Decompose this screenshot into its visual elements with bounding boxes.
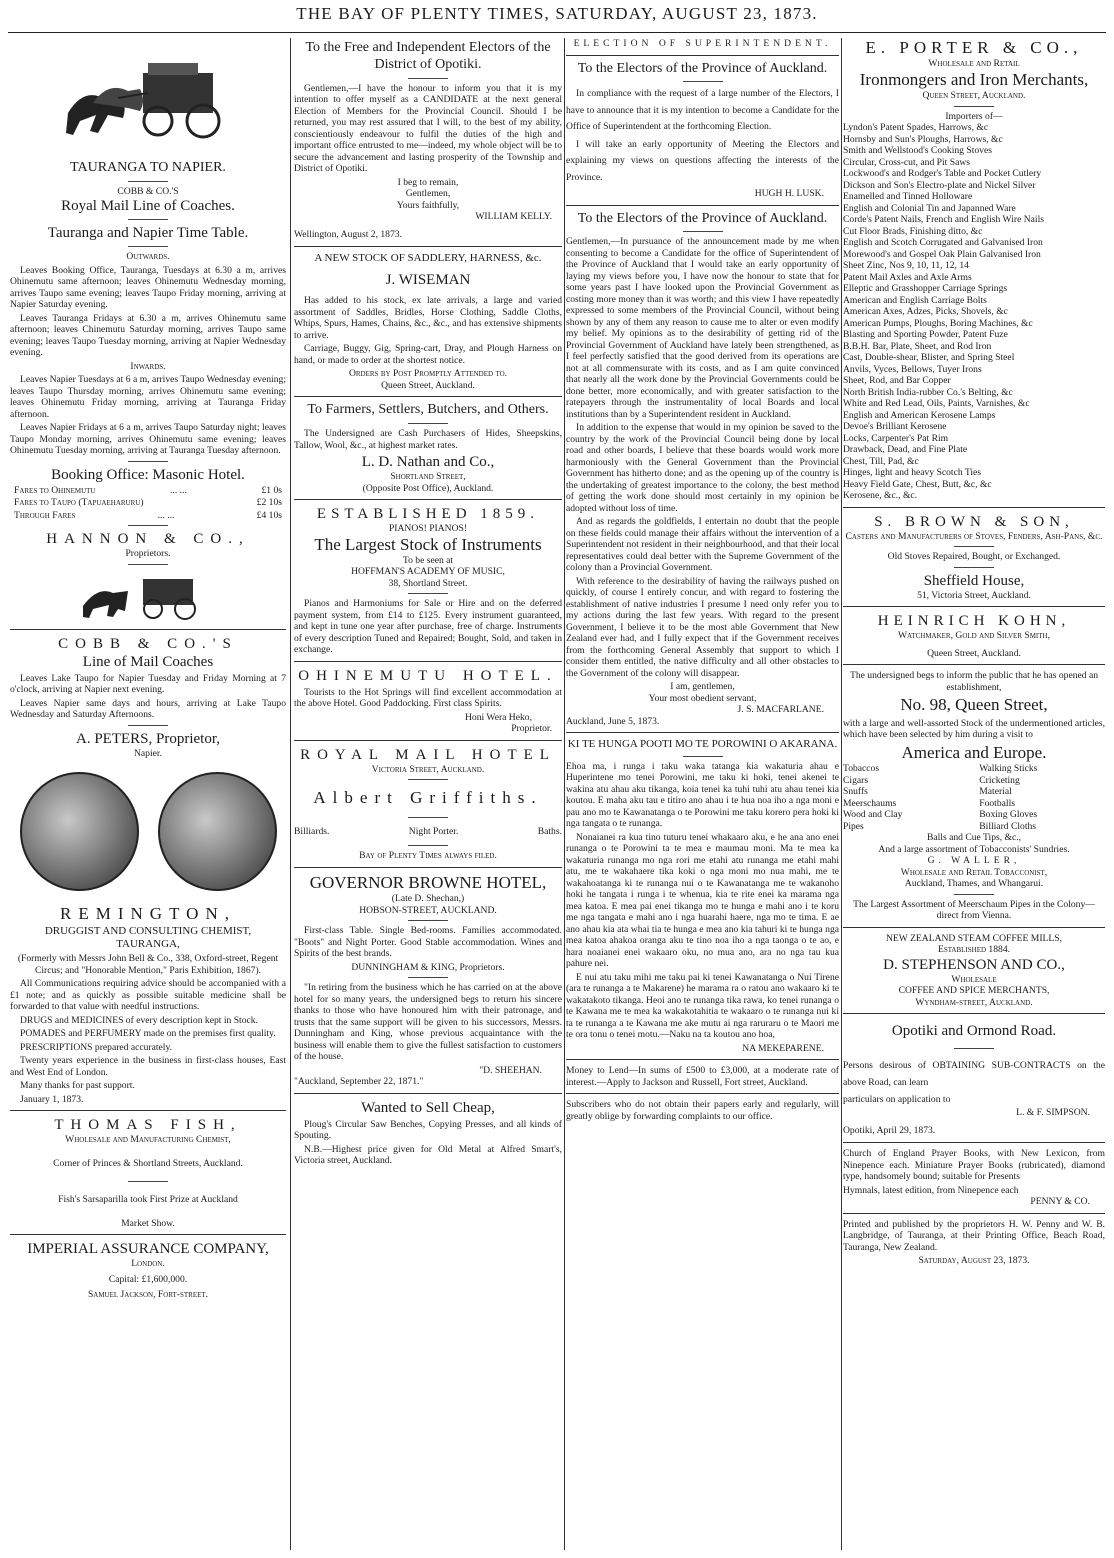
kelly-yours: Yours faithfully, [396,199,460,211]
ohinemutu-title: OHINEMUTU HOTEL. [298,667,558,684]
column-3 [566,38,839,1553]
fare-row [14,485,282,497]
outwards-2: Leaves Tauranga Fridays at 6.30 a m, arrives Ohinemutu same afternoon; leaves Chinemutu Saturday morning, arrives Taupo same evening; leaves Taupo Tuesday morning, arriving at Napier Wednesday evening. [10,312,286,359]
column-4 [843,38,1105,1553]
porter-title2: Ironmongers and Iron Merchants, [859,69,1089,89]
remington-presc: PRESCRIPTIONS prepared accurately. [20,1041,173,1053]
pianos-title: The Largest Stock of Instruments [314,534,542,554]
list-item: Snuffs [843,786,868,798]
prayer-body: Church of England Prayer Books, with New Lexicon, from Ninepence each. Miniature Prayer Books (rubricated), diamond type, handsomely bound; suitable for Presents [843,1148,1105,1183]
macfarlane-sign1: I am, gentlemen, [670,681,735,693]
list-item: English and Colonial Tin and Japanned Ware [843,202,1016,214]
ohinemutu-prop: Proprietor. [511,723,552,735]
fare-label: Fares to Ohinemutu [14,484,96,496]
imprint-body: Printed and published by the proprietors H. W. Penny and W. B. Langbridge, of Tauranga, at their Printing Office, Beach Road, Tauranga, New Zealand. [843,1218,1105,1253]
subs-body: Subscribers who do not obtain their papers early and regularly, will greatly oblige by forwarding complaints to our office. [566,1099,839,1122]
prayer-hymn: Hymnals, latest edition, from Ninepence each [843,1184,1019,1196]
waller-addr: Auckland, Thames, and Whangarui. [904,878,1044,890]
porter-title: E. PORTER & CO., [865,38,1083,57]
list-item: Wood and Clay Pipes [843,809,903,832]
list-item: Drawback, Dead, and Fine Plate [843,444,968,456]
ohinemutu-body: Tourists to the Hot Springs will find excellent accommodation at the above Hotel. Good Paddocking. First class Spirits. [294,686,562,710]
fare-dots: ... ... [170,484,187,496]
waller-assort: And a large assortment of Tobacconists' Sundries. [878,843,1070,855]
coffee-addr: Wyndham-street, Auckland. [915,996,1033,1008]
macfarlane-sign2: Your most obedient servant, [648,692,757,704]
brown-old: Old Stoves Repaired, Bought, or Exchanged. [887,551,1061,563]
pianos-addr: 38, Shortland Street. [388,577,468,589]
list-item: Circular, Cross-cut, and Pit Saws [843,156,970,168]
remington-title: REMINGTON, [60,904,236,924]
browne-date: "Auckland, September 22, 1871." [294,1076,424,1088]
wiseman-title: A NEW STOCK OF SADDLERY, HARNESS, &c. [314,252,542,265]
coach-sub1: COBB & CO.'S [117,185,179,197]
nathan-title: To Farmers, Settlers, Butchers, and Others. [307,402,549,418]
maori-p3: E nui atu taku mihi me taku pai ki tenei Kawanatanga o Nui Tirene (ara te runanga a te Makarene) he marama ra o ratou ano wakaaro ki te wakatakoto tikanga. Heoi ano te runanga tika rawa, ko tenei runanga o te Kawana me te mea ka wakakotahitia te wakaaro o te runanga nui ki ta te runanga a te Kawana me ake mutu ai nga raruraru o te Maori me te ora tonu o tenei motu.—Naku na ta koutou ano hoa, [566,971,839,1041]
list-item: Anvils, Vyces, Bellows, Tuyer Irons [843,363,982,375]
cobb2-p2: Leaves Napier same days and hours, arriving at Lake Taupo Wednesday and Saturday Afternoons. [10,697,286,721]
macfarlane-title: To the Electors of the Province of Auckland. [577,210,828,226]
cobb2-place: Napier. [134,747,162,759]
fare-row [14,510,282,522]
road-name: L. & F. SIMPSON. [1016,1107,1090,1119]
kohn-addr: Queen Street, Auckland. [927,647,1021,659]
kelly-date: Wellington, August 2, 1873. [294,228,402,240]
waller-p2: with a large and well-assorted Stock of the undermentioned articles, which have been selected by him during a visit to [843,717,1105,741]
small-coach-illustration [10,569,286,624]
waller-name: G. WALLER, [927,855,1021,867]
browne-props: DUNNINGHAM & KING, Proprietors. [351,961,505,973]
list-item: Chest, Till, Pad, &c [843,455,919,467]
list-item: Heavy Field Gate, Chest, Butt, &c, &c [843,478,992,490]
pianos-est: ESTABLISHED 1859. [316,506,540,523]
fare-price: £1 0s [261,484,282,496]
column-1 [10,38,286,1553]
kelly-remain: I beg to remain, [397,176,459,188]
column-rule [841,38,842,1550]
cobb2-prop: A. PETERS, Proprietor, [76,730,220,747]
macfarlane-p4: With reference to the desirability of having the railways pushed on quickly, of course I entirely concur, and with regard to fostering the establishment of native industries I presume I need only refer you to my actions during the last few years. With regard to the present Government, I believe it to be the most able Government that New Zealand ever had, and I fully expect that if the Government receives from the forthcoming General Assembly that support to which I consider them entitled, the native difficulty and all other obstacles to the Government of the colony will disappear. [566,575,839,679]
remington-sub: DRUGGIST AND CONSULTING CHEMIST, [44,924,252,937]
maori-name: NA MEKEPARENE. [742,1042,824,1054]
imprint-date: Saturday, August 23, 1873. [918,1255,1030,1267]
fare-row [14,497,282,509]
list-item: North British India-rubber Co.'s Belting, &c [843,386,1013,398]
royal-b3: Baths. [537,825,562,837]
royal-name: Albert Griffiths. [313,788,543,808]
road-p1: Persons desirous of OBTAINING SUB-CONTRACTS on the above Road, can learn [843,1060,1105,1089]
ohinemutu-name: Honi Wera Heko, [465,711,532,723]
fish-title: THOMAS FISH, [54,1117,242,1134]
election-p2: I will take an early opportunity of Meeting the Electors and explaining my views on questions affecting the interests of the Province. [566,139,839,183]
remington-place: TAURANGA, [116,937,180,950]
maori-p1: Ehoa ma, i runga i taku waka tatanga kia wakaturia ahau e Huperintene mo tenei Porowini, me taku ki hoki, tenei akenei te wakina atu ahau aku tikanga, koia tenei ka tuhi tuhi atu ahau tenei kia koutou. E maha aku tau e titiro ano ahau i te hua noa iho a nga moni e pau ano mo te Kawanatanga o te Porowini me taku korero pera hoki ki nga tangata o te runanga. [566,760,839,830]
medal-front [20,772,139,891]
royal-amenities [294,826,562,838]
macfarlane-p3: And as regards the goldfields, I entertain no doubt that the people on these fields could manage their affairs without the intervention of a Superintendent not resident in their neighbourhood, and that their local representatives could deal better with the Supreme Government of the colony than a Provincial Government. [566,516,839,574]
election-hdr: ELECTION OF SUPERINTENDENT. [573,38,832,49]
list-item: Smith and Wellstood's Cooking Stoves [843,145,992,157]
porter-sub: Wholesale and Retail [928,58,1020,70]
list-item: American Pumps, Ploughs, Boring Machines, &c [843,317,1033,329]
kohn-title: HEINRICH KOHN, [877,613,1071,630]
list-item: Dickson and Son's Electro-plate and Nickel Silver [843,179,1036,191]
list-item: Sheet Zinc, Nos 9, 10, 11, 12, 14 [843,260,969,272]
fare-price: £2 10s [256,497,282,509]
coach-sub2: Royal Mail Line of Coaches. [61,198,235,215]
wiseman-name: J. WISEMAN [385,272,471,289]
wiseman-body2: Carriage, Buggy, Gig, Spring-cart, Dray, and Plough Harness on hand, or made to order at the shortest notice. [294,343,562,366]
macfarlane-date: Auckland, June 5, 1873. [566,715,660,727]
list-item: Cast, Double-shear, Blister, and Spring Steel [843,352,1015,364]
nathan-addr2: (Opposite Post Office), Auckland. [362,482,494,494]
road-date: Opotiki, April 29, 1873. [843,1124,936,1136]
royal-b2: Night Porter. [408,825,459,837]
list-item: Cigars [843,774,869,786]
wanted-title: Wanted to Sell Cheap, [361,1099,495,1116]
kelly-title: To the Free and Independent Electors of the District of Opotiki. [305,40,551,72]
maori-title: KI TE HUNGA POOTI MO TE POROWINI O AKARANA. [567,738,838,751]
fish-p2: Market Show. [121,1217,175,1229]
inwards-2: Leaves Napier Fridays at 6 a m, arrives Taupo Saturday night; leaves Taupo Monday morning, arrives Ohinemutu same evening; leaves Ohinemutu Tuesday morning, arriving at Tauranga Tuesday afternoon. [10,422,286,457]
coach-title: TAURANGA TO NAPIER. [70,160,226,175]
wanted-nb: N.B.—Highest price given for Old Metal at Alfred Smart's, Victoria street, Auckland. [294,1143,562,1167]
list-item: Lyndon's Patent Spades, Harrows, &c [843,122,989,134]
kohn-sub: Watchmaker, Gold and Silver Smith, [897,630,1050,642]
medal-back [158,772,277,891]
fish-addr: Corner of Princes & Shortland Streets, Auckland. [53,1157,243,1169]
kelly-body: Gentlemen,—I have the honour to inform you that it is my intention to offer myself as a CANDIDATE at the next general Election of Members for the Provincial Council. Should I be returned, you may rest assured that I will, to the best of my ability, conscientiously endeavour to fulfil the duties of the high and important office entrusted to me—indeed, my whole object will be to secure the advancement and lasting prosperity of the Township and District of Opotiki. [294,82,562,175]
list-item: Billiard Cloths [979,820,1037,832]
list-item: Locks, Carpenter's Pat Rim [843,432,949,444]
money-body: Money to Lend—In sums of £500 to £3,000, at a moderate rate of interest.—Apply to Jackson and Russell, Fort street, Auckland. [566,1065,839,1088]
waller-no: No. 98, Queen Street, [900,695,1048,715]
imperial-place: London. [131,1258,165,1270]
browne-body: First-class Table. Single Bed-rooms. Families accommodated. "Boots" and Night Porter. Good Stable accommodation. Wines and Spirits of the best brands. [294,925,562,960]
coffee-sub: COFFEE AND SPICE MERCHANTS, [898,985,1050,997]
maori-p2: Nonaianei ra kua tino tuturu tenei whakaaro aku, e he ana ano enei runanga o te Porowini ta te mea e maumau moni. Ma te mea ka wakaturia runanga mo nga rori me etahi atu runanga me etahi mahi atu, me te wakahaere tika koki o nga moni mo nua mahi, me te wakahoatanga ki te runanga nui o te Kawanatanga me te wakanoho hoki he tangata i runga i te whenua, kia te rite enei ka marama nga mea katoa. E mea pai enei tikanga mo te hunga e mahi ano i te koru me nga tangata e mahi ano i nga huarahi haere, nga mo te tima. E ae ano ahau kia ata whai tia te hunga e mea ano kia tahuri ki te hunga nga mea katoa ahakoa oranga aku te tino noa iho a nga taonga o te ao, e hara noaianei enei wakaaro oku, no mua ano, ara no nga tau kua pahure nei. [566,831,839,970]
list-item: Elleptic and Grasshopper Carriage Springs [843,283,1008,295]
imperial-agent: Samuel Jackson, Fort-street. [87,1289,209,1301]
browne-sig: "D. SHEEHAN. [479,1064,542,1076]
list-item: Hinges, light and heavy Scotch Ties [843,467,982,479]
coffee-est: Established 1884. [937,944,1011,956]
porter-addr: Queen Street, Auckland. [922,90,1026,102]
coffee-whole: Wholesale [951,973,997,985]
column-rule [564,38,565,1550]
list-item: English and American Kerosene Lamps [843,409,996,421]
fare-label: Fares to Taupo (Tapuaeharuru) [14,497,144,509]
waller-largest: The Largest Assortment of Meerschaum Pipes in the Colony—direct from Vienna. [853,898,1095,922]
brown-house: Sheffield House, [923,572,1025,589]
list-item: Footballs [979,797,1015,809]
cobb2-title: COBB & CO.'S [58,635,238,652]
remington-formerly: (Formerly with Messrs John Bell & Co., 338, Oxford-street, Regent Circus; and "Honorable Mention," Paris Exhibition, 1867). [17,953,279,976]
remington-pomades: POMADES and PERFUMERY made on the premises first quality. [20,1028,276,1040]
list-item: Cut Floor Brads, Finishing ditto, &c [843,225,983,237]
pianos-seen: To be seen at [402,554,454,566]
wiseman-orders: Orders by Post Promptly Attended to. [348,368,508,380]
coffee-title: NEW ZEALAND STEAM COFFEE MILLS, [886,932,1062,944]
fish-p: Fish's Sarsaparilla took First Prize at Auckland [58,1194,238,1206]
porter-importers: Importers of— [945,110,1003,122]
waller-balls: Balls and Cue Tips, &c., [926,832,1022,844]
list-item: Tobaccos [843,763,880,775]
browne-addr: HOBSON-STREET, AUCKLAND. [359,904,497,916]
list-item: Morewood's and Gospel Oak Plain Galvanised Iron [843,248,1041,260]
wiseman-addr: Queen Street, Auckland. [381,379,475,391]
porter-list [843,122,1105,502]
fare-price: £4 10s [256,509,282,521]
list-item: Devoe's Brilliant Kerosene [843,421,947,433]
wiseman-body: Has added to his stock, ex late arrivals, a large and varied assortment of Saddles, Bridles, Horse Clothing, Saddle Cloths, Whips, Spurs, Hames, Chains, &c., &c., and has extensive shipments to arrive. [294,295,562,341]
brown-sub: Casters and Manufacturers of Stoves, Fenders, Ash-Pans, &c. [845,530,1103,542]
column-2 [294,38,562,1553]
brown-addr: 51, Victoria Street, Auckland. [917,589,1031,601]
list-item: Walking Sticks [979,763,1038,775]
road-p2: particulars on application to [843,1093,951,1105]
election-title: To the Electors of the Province of Auckland. [577,60,828,76]
stage-coach-illustration [10,38,286,158]
list-item: Lockwood's and Rodger's Table and Pocket Cutlery [843,168,1042,180]
booking-office: Booking Office: Masonic Hotel. [51,466,245,483]
pianos-body: Pianos and Harmoniums for Sale or Hire and on the deferred payment system, from £14 to £125. Every instrument guaranteed, and kept in tune one year after purchase, free of charge. Instruments of every description Tuned and Repaired; Bought, Sold, and taken in exchange. [294,598,562,656]
list-item: White and Red Lead, Oils, Paints, Varnishes, &c [843,398,1030,410]
prayer-name: PENNY & CO. [1030,1196,1090,1208]
masthead-rule [8,32,1106,33]
waller-left [843,763,969,832]
nathan-name: L. D. Nathan and Co., [361,454,495,471]
imperial-title: IMPERIAL ASSURANCE COMPANY, [27,1241,269,1258]
fare-dots: ... ... [157,509,175,521]
list-item: Corde's Patent Nails, French and English Wire Nails [843,214,1044,226]
kelly-name: WILLIAM KELLY. [475,211,552,223]
royal-title: ROYAL MAIL HOTEL [300,746,556,763]
macfarlane-name: J. S. MACFARLANE. [737,704,824,716]
list-item: Blasting and Sporting Powder, Patent Fuze [843,329,1008,341]
list-item: American and English Carriage Bolts [843,294,987,306]
list-item: B.B.H. Bar, Plate, Sheet, and Rod Iron [843,340,992,352]
imperial-capital: Capital: £1,600,000. [108,1273,188,1285]
brown-title: S. BROWN & SON, [874,513,1074,530]
outwards-heading: Outwards. [126,251,170,263]
remington-date: January 1, 1873. [20,1093,84,1105]
wanted-body: Ploug's Circular Saw Benches, Copying Presses, and all kinds of Spouting. [294,1118,562,1142]
fare-label: Through Fares [14,509,76,521]
list-item: Sheet, Rod, and Bar Copper [843,375,951,387]
remington-thanks: Many thanks for past support. [20,1080,135,1092]
kelly-gent: Gentlemen, [405,188,451,200]
nathan-body: The Undersigned are Cash Purchasers of Hides, Sheepskins, Tallow, Wool, &c., at highest market rates. [294,428,562,451]
inwards-1: Leaves Napier Tuesdays at 6 a m, arrives Taupo Wednesday evening; leaves Taupo Thursday morning, arrives Ohinemutu same evening; leaves Ohinemutu Friday morning, arriving at Tauranga Friday afternoon. [10,374,286,420]
macfarlane-p1: Gentlemen,—In pursuance of the announcement made by me when consenting to become a Candidate for the office of Superintendent of the Province of Auckland that I would take an early opportunity of laying my views before you, I have now the honour to state that for some years past I have looked upon the Provincial Government as costing more money than it was worth; and this view I have repeatedly expressed to some members of the Provincial Council, without being shown by any of them any reason to cause me to alter or even modify my belief. My opinions as to the desirability of getting rid of the Provincial Government of Auckland have lately been strengthened, as I feel perfectly satisfied that the good derived from its operations are not at all commensurate with its costs, and as I am quite convinced that nearly all the work done by the Provincial Governments could be done better, more economically, and with greater satisfaction to the ratepayers through the instrumentality of local Boards and local institutions than by a Superintendent resident in Auckland. [566,236,839,420]
royal-b1: Billiards. [294,825,330,837]
pianos-academy: HOFFMAN'S ACADEMY OF MUSIC, [351,566,505,578]
list-item: English and Scotch Corrugated and Galvanised Iron [843,237,1043,249]
browne-title: GOVERNOR BROWNE HOTEL, [309,872,547,892]
macfarlane-p2: In addition to the expense that would in my opinion be saved to the country by the work of the Provincial Council being done by local road and other boards, I believe that these boards would work more harmoniously with the General Government than the Provincial Government has hitherto done; and as the opening up of the country is the undertaking of greatest importance to the colony, the best method of getting the work done should most certainly in my opinion be adopted without loss of time. [566,422,839,514]
coffee-name: D. STEPHENSON AND CO., [883,956,1065,973]
royal-addr: Victoria Street, Auckland. [371,763,485,775]
browne-late: (Late D. Shechan,) [391,893,465,905]
timetable-title: Tauranga and Napier Time Table. [47,225,249,242]
list-item: Boxing Gloves [979,809,1038,821]
waller-lists [843,763,1105,832]
inwards-heading: Inwards. [130,360,166,372]
pianos-pianos: PIANOS! PIANOS! [388,523,468,535]
remington-drugs: DRUGS and MEDICINES of every description kept in Stock. [20,1014,258,1026]
election-name: HUGH H. LUSK. [754,188,824,200]
list-item: Kerosene, &c., &c. [843,490,918,502]
cobb2-p1: Leaves Lake Taupo for Napier Tuesday and Friday Morning at 7 o'clock, arriving at Napier next evening. [10,672,286,696]
cobb2-line: Line of Mail Coaches [82,653,214,670]
list-item: Hornsby and Sun's Ploughs, Harrows, &c [843,133,1003,145]
waller-p1: The undersigned begs to inform the public that he has opened an establishment, [849,670,1099,693]
waller-sub: Wholesale and Retail Tobacconist, [900,866,1048,878]
election-p1: In compliance with the request of a large number of the Electors, I have to announce that it is my intention to become a Candidate for the Office of Superintendent at the forthcoming Election. [566,88,839,132]
list-item: Cricketing Material [979,774,1020,798]
browne-quote: "In retiring from the business which he has carried on at the above hotel for so many years, the undersigned begs to return his sincere thanks to those who have honoured him with their patronage, and trusts that the same support will be given to his successors, Messrs. Dunningham and King, whose previous acquaintance with the business will enable them to give the fullest satisfaction to customers of the house. [294,982,562,1063]
column-rule [290,38,291,1550]
remington-twenty: Twenty years experience in the business in first-class houses, East and West End of London. [10,1055,286,1078]
hannon-name: HANNON & CO., [46,531,250,548]
list-item: Meerschaums [843,797,897,809]
nathan-addr: Shortland Street, [390,471,466,483]
list-item: American Axes, Adzes, Picks, Shovels, &c [843,306,1008,318]
masthead: THE BAY OF PLENTY TIMES, SATURDAY, AUGUST 23, 1873. [296,4,818,23]
road-title: Opotiki and Ormond Road. [891,1023,1057,1040]
waller-right [979,763,1105,832]
fish-sub: Wholesale and Manufacturing Chemist, [65,1134,231,1146]
list-item: Patent Mail Axles and Axle Arms [843,271,972,283]
outwards-1: Leaves Booking Office, Tauranga, Tuesdays at 6.30 a m, arrives Ohinemutu same afternoon; leaves Ohinemutu Wednesday morning, arrives Taupo same evening; leaves Taupo Friday morning, arriving at Napier Saturday evening. [10,264,286,311]
royal-filed: Bay of Plenty Times always filed. [359,850,497,862]
hannon-sub: Proprietors. [125,548,171,560]
list-item: Enamelled and Tinned Holloware [843,191,973,203]
waller-place: America and Europe. [901,742,1047,762]
medal-illustration [10,759,286,904]
remington-p1: All Communications requiring advice should be accompanied with a £1 note; and as quickly as possible suitable medicine shall be forwarded to that value with needful instructions. [10,978,286,1013]
